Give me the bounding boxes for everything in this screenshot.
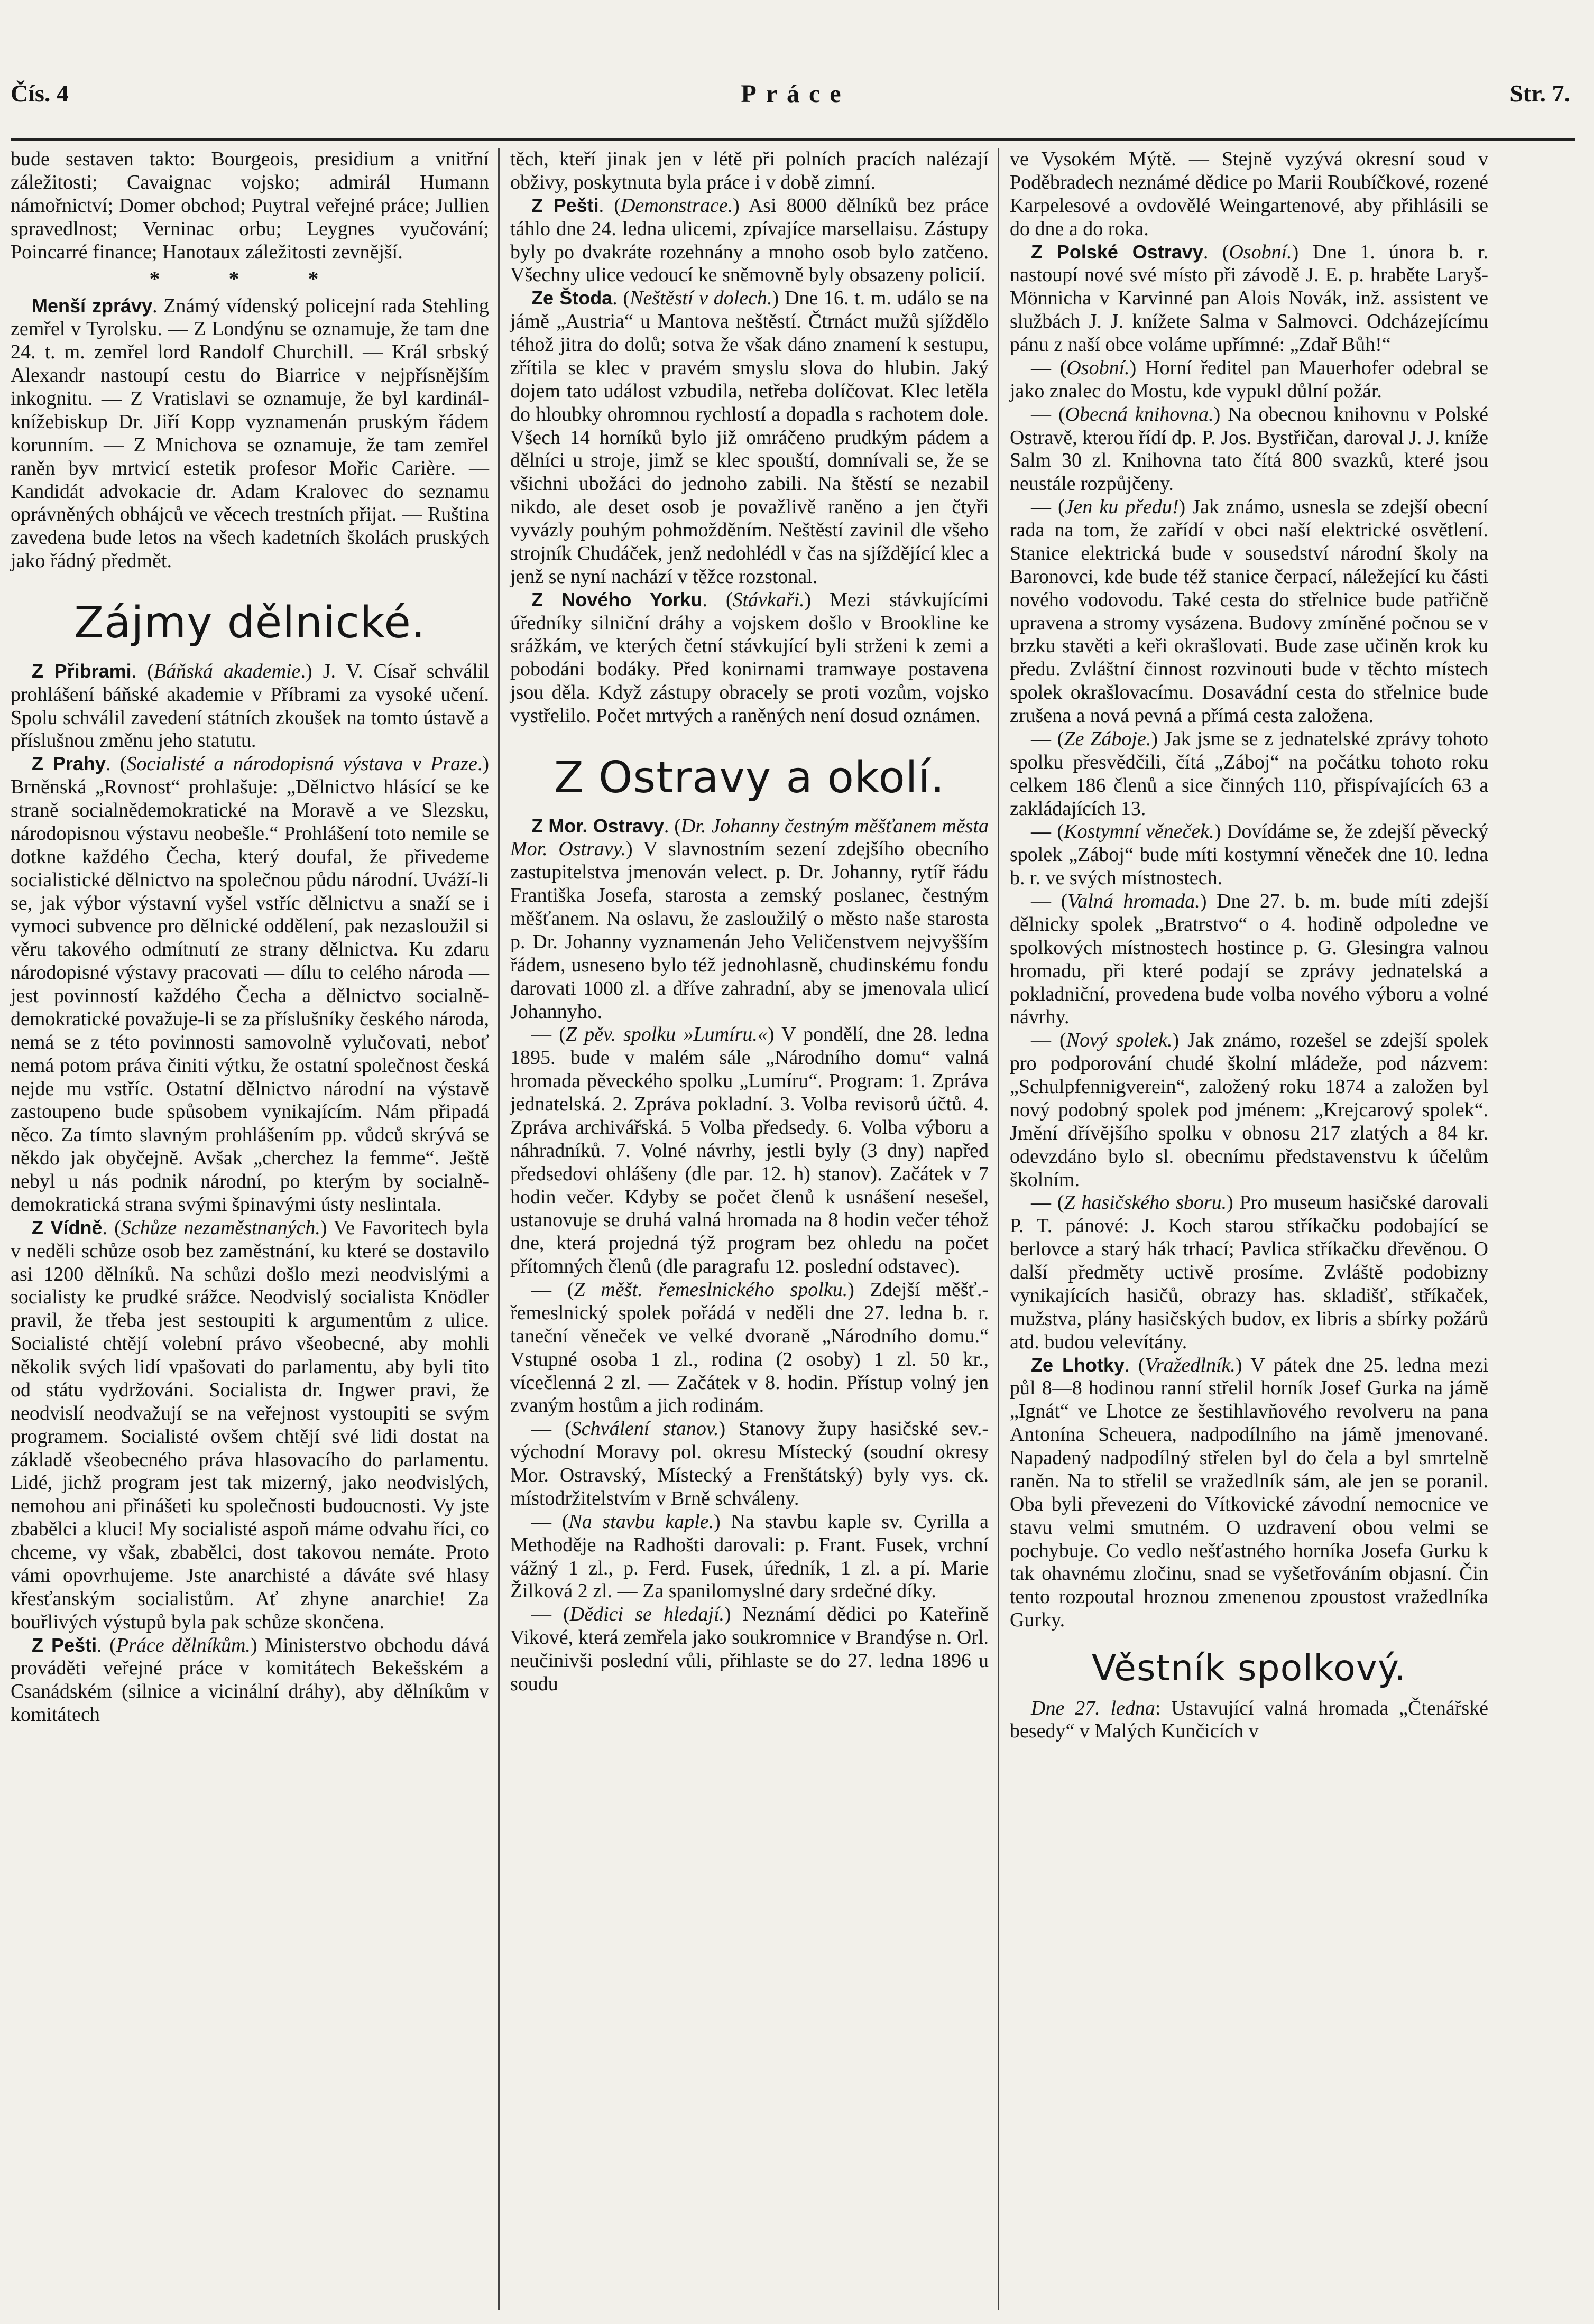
article-text: Horní ředitel pan Mauerhofer odebral se jako znalec do Mostu, kde vypukl důlní požár. xyxy=(1010,356,1489,402)
article-lead: Z Vídně xyxy=(32,1216,103,1238)
article-dedici: — (Dědici se hledají.) Neznámí dědici po Kateřině Vikové, která zemřela jako soukromnice v Brandýse n. Orl. neučinivši poslední vůli, přihlaste se do 27. ledna 1896 u soudu xyxy=(510,1603,989,1695)
article-lead: Ze Lhotky xyxy=(1031,1354,1125,1376)
article-text: Dovídáme se, že zdejší pěvecký spolek „Záboj“ bude míti kostymní věneček dne 10. ledna b. r. ve svých místnostech. xyxy=(1010,820,1489,890)
article-pesti-demonstrace: Z Pešti. (Demonstrace.) Asi 8000 dělníků bez práce táhlo dne 24. ledna ulicemi, zpívajíce marsellaisu. Zástupy byly po dvakráte rozehnány a mnoho osob bylo zatčeno. Všechny ulice vedoucí ke sněmovně byly obsazeny policií. xyxy=(510,194,989,286)
page-header xyxy=(11,79,1581,122)
article-subtitle: Schůze nezaměstnaných. xyxy=(121,1216,320,1239)
article-text: Stanovy župy hasičské sev.-východní Moravy pol. okresu Místecký (soudní okresy Mor. Ostravský, Místecký a Frenštátský) byly vys. ck. místodržitelstvím v Brně schváleny. xyxy=(510,1418,989,1510)
article-lead: Menší zprávy xyxy=(32,294,153,317)
article-text: Jak známo, usnesla se zdejší obecní rada na tom, že zařídí v obci naší elektrické osvětlení. Stanice elektrická bude v sousedství národní školy na Baronovci, kde bude též stanice čerpací, náležející ku části nového vodovodu. Také cesta do střelnice bude patřičně upravena a stromy vysázena. Budovy zmíněné počnou se v brzku stavěti a keři okrašlovati. Bude zase učiněn krok ku předu. Zvláštní činnost rozvinouti bude v těchto místech spolek okrašlovacímu. Dosavádní cesta do střelnice bude zrušena a nová pevná a přímá cesta založena. xyxy=(1010,496,1488,727)
article-text: Na obecnou knihovnu v Polské Ostravě, kterou řídí dp. P. Jos. Bystřičan, daroval J. J. kníže Salm 30 zl. Knihovna tato čítá 800 svazků, které jsou neustále rozpůjčeny. xyxy=(1010,403,1488,495)
article-text: Jak jsme se z jednatelské zprávy tohoto spolku přesvědčili, čítá „Záboj“ na počátku tohoto roku celkem 186 členů a sice činných 110, přispívajících 63 a zakládajících 13. xyxy=(1010,727,1489,820)
page-number: Str. 7. xyxy=(1509,80,1570,107)
column-2 xyxy=(510,148,989,1696)
column-3 xyxy=(1010,148,1488,1743)
article-subtitle: Obecná knihovna. xyxy=(1065,403,1214,425)
article-text: Dne 1. února b. r. nastoupí nové své místo při závodě J. E. p. hraběte Laryš-Mönnicha v Karvinné pan Alois Novák, inž. assistent ve službách J. J. knížete Salma v Salmovci. Odcházejícímu pánu z naší obce voláme upřímné: „Zdař Bůh!“ xyxy=(1010,240,1488,356)
article-knihovna: — (Obecná knihovna.) Na obecnou knihovnu v Polské Ostravě, kterou řídí dp. P. Jos. Bystřičan, daroval J. J. kníže Salm 30 zl. Knihovna tato čítá 800 svazků, které jsou neustále rozpůjčeny. xyxy=(1010,403,1488,495)
article-kaple: — (Na stavbu kaple.) Na stavbu kaple sv. Cyrilla a Methoděje na Radhošti darovali: p. Frant. Fusek, vrchní vážný 1 zl., p. Ferd. Fusek, úředník, 1 zl. a pí. Marie Žilková 2 zl. — Za spanilomyslné dary srdečné díky. xyxy=(510,1510,989,1603)
article-subtitle: Ze Záboje. xyxy=(1064,727,1151,750)
article-text: Ve Favoritech byla v neděli schůze osob bez zaměstnání, ku které se dostavilo asi 1200 dělníků. Na schůzi došlo mezi neodvislými a socialisty ke prudké srážce. Neodvislý socialista Knödler pravil, že třeba jest sestoupiti k argumentům z ulice. Socialisté chtějí volební právo všeobecné, aby mohli několik svých lidí vpašovati do parlamentu, aby byli tito od státu vydržováni. Socialista dr. Ingwer pravi, že neodvislí neodvažují se na veřejnost vystoupiti se svým programem. Socialisté ovšem chtějí své lidi dostat na základě všeobecného práva hlasovacího do parlamentu. Lidé, jichž program jest tak mizerný, jako neodvislých, nemohou ani přinášeti ku společnosti budoucnosti. Vy jste zbabělci a kluci! My socialisté aspoň máme odvahu říci, co chceme, vy však, zbabělci, dost takovou nemáte. Proto vámi opovrhujeme. Jste anarchisté a dáváte své hlasy křesťanským socialistům. Ať zhyne anarchie! Za bouřlivých výstupů byla pak schůze skončena. xyxy=(11,1216,490,1633)
section-stars: * * * xyxy=(149,267,351,291)
article-subtitle: Dr. Johanny čestným měšťanem města Mor. Ostravy. xyxy=(510,814,989,860)
section-title-vestnik: Věstník spolkový. xyxy=(1091,1647,1407,1689)
article-text: Ministerstvo obchodu dává prováděti veřejné práce v komitátech Bekešském a Csanádském (silnice a vicinální dráhy), aby dělníkům v komitátech xyxy=(11,1634,490,1726)
article-dedici-cont: ve Vysokém Mýtě. — Stejně vyzývá okresní soud v Poděbradech neznámé dědice po Marii Roubíčkové, rozené Karpelesové a ovdovělé Weingartenové, aby přihlásili se do dne a do roka. xyxy=(1010,148,1488,240)
article-stod: Ze Štoda. (Neštěstí v dolech.) Dne 16. t. m. událo se na jámě „Austria“ u Mantova neštěstí. Čtrnáct mužů sjíždělo téhož jitra do dolů; sotva že však dáno znamení k sestupu, zřítila se klec v pravém smyslu slova do hlubin. Jaký dojem tato událost vzbudila, netřeba dolíčovat. Klec letěla do hloubky ohromnou rychlostí a dopadla s rachotem dole. Všech 14 horníků bylo již omráčeno prudkým pádem a dělníci u stroje, jimž se klec spouští, domnívali se, že se všichni ubožáci do jednoho zabili. Na štěstí se nezabil nikdo, ale deset osob je považlivě raněno a jen čtyři vyvázly pouhým pohmožděním. Neštěstí zavinil dle všeho strojník Chudáček, jenž nedohlédl v čas na sjíždějící klec a jenž se nyní nachází v těžce rozstonal. xyxy=(510,287,989,588)
article-subtitle: Báňská akademie xyxy=(153,660,301,682)
article-subtitle: Demonstrace. xyxy=(620,194,733,217)
article-subtitle: Stávkaři. xyxy=(732,588,805,611)
article-text: Zdejší měšť.-řemeslnický spolek pořádá v neděli dne 27. ledna b. r. taneční věneček ve velké dvoraně „Národního domu.“ Vstupné osoba 1 zl., rodina (2 osoby) 1 zl. 50 kr., vícečlenná 2 zl. — Začátek v 8. hodin. Přístup volný jen zvaným hostům a jich rodinám. xyxy=(510,1279,989,1417)
article-lead: Z Polské Ostravy xyxy=(1031,240,1203,263)
article-text: J. V. Císař schválil prohlášení báňské akademie v Příbrami za vysoké učení. Spolu schválil zavedení státních zkoušek na tomto ústavě a příslušnou změnu jeho statutu. xyxy=(11,660,490,752)
article-lead: Z Přibrami xyxy=(32,660,132,682)
article-novy-spolek: — (Nový spolek.) Jak známo, rozešel se zdejší spolek pro podporování chudé školní mládeže, pod názvem: „Schulpfennigverein“, založený roku 1874 a založen byl nový podobný spolek pod jménem: „Krejcarový spolek“. Jmění dřívějšího spolku v obnosu 217 zlatých a 84 kr. odevzdáno bylo sl. obecnímu představenstvu k účelům školním. xyxy=(1010,1029,1489,1191)
article-text: V slavnostním sezení zdejšího obecního zastupitelstva jmenován velect. p. Dr. Johanny, rytíř řádu Františka Josefa, starosta a zemský poslanec, čestným měšťanem. Na oslavu, že zasloužilý o město naše starosta p. Dr. Johanny vyznamenán Jeho Veličenstvem nejvyšším řádem, usneseno bylo též jednohlasně, chudinskému fondu darovati 1000 zl. a dříve zahradní, aby se jmenovala ulicí Johannyho. xyxy=(510,838,989,1023)
column-divider-2 xyxy=(998,148,999,2310)
article-pesti-cont: těch, kteří jinak jen v létě při polních pracích nalézají obživy, poskytnuta byla práce i v době zimní. xyxy=(510,148,989,193)
header-rule xyxy=(11,138,1575,141)
article-hasicsky-sbor: — (Z hasičského sboru.) Pro museum hasičské darovali P. T. pánové: J. Koch starou stříkačku podobající se berlovce a starý hák trhací; Pavlica stříkačku dřevěnou. O další předměty uctivě prosíme. Zvláště podobizny vynikajících hasičů, obrazy has. skladišť, stříkaček, mužstva, plány hasičských budov, ex libris a sbírky požárů atd. budou velevítány. xyxy=(1010,1191,1489,1353)
article-lead: Ze Štoda xyxy=(531,287,613,309)
article-subtitle: Dědici se hledají. xyxy=(569,1603,725,1626)
article-text: Jak známo, rozešel se zdejší spolek pro podporování chudé školní mládeže, pod názvem: „Schulpfennigverein“, založený roku 1874 a založen byl nový podobný spolek pod jménem: „Krejcarový spolek“. Jmění dřívějšího spolku v obnosu 217 zlatých a 84 kr. odevzdáno bylo sl. obecnímu představenstvu k účelům školním. xyxy=(1010,1029,1489,1191)
article-lead: Z Pešti xyxy=(531,194,599,216)
article-text: V pondělí, dne 28. ledna 1895. bude v malém sále „Národního domu“ valná hromada pěveckého spolku „Lumíru“. Program: 1. Zpráva jednatelská. 2. Zpráva pokladní. 3. Volba revisorů účtů. 4. Zpráva archivářská. 5 Volba předsedy. 6. Volba výboru a náhradníků. 7. Volné návrhy, jestli byly (3 dny) napřed předsedovi ohlášeny (dle par. 12. h) stanov). Začátek v 7 hodin večer. Kdyby se počet členů k usnášení nesešel, ustanovuje se druhá valná hromada na 8 hodin večer téhož dne, která projedná týž program bez ohledu na počet přítomných členů (dle paragrafu 12. poslední odstavec). xyxy=(510,1023,989,1278)
article-viden: Z Vídně. (Schůze nezaměstnaných.) Ve Favoritech byla v neděli schůze osob bez zaměstnání, ku které se dostavilo asi 1200 dělníků. Na schůzi došlo mezi neodvislými a socialisty ke prudké srážce. Neodvislý socialista Knödler pravil, že třeba jest sestoupiti k argumentům z ulice. Socialisté chtějí volební právo všeobecné, aby mohli několik svých lidí vpašovati do parlamentu, aby byli tito od státu vydržováni. Socialista dr. Ingwer pravi, že neodvislí neodvažují se na veřejnost vystoupiti se svým programem. Socialisté ovšem chtějí své lidi dostat na základě všeobecného práva hlasovacího do parlamentu. Lidé, jichž program jest tak mizerný, jako neodvislých, nemohou ani přinášeti ku společnosti budoucnosti. Vy jste zbabělci a kluci! My socialisté aspoň máme odvahu říci, co chceme, vy však, zbabělci, dost takovou nemáte. Proto vámi opovrhujeme. Jste anarchisté a dáváte své hlasy křesťanským socialistům. Ať zhyne anarchie! Za bouřlivých výstupů byla pak schůze skončena. xyxy=(11,1216,490,1633)
article-subtitle: Z hasičského sboru. xyxy=(1064,1191,1227,1214)
article-subtitle: Vražedlník. xyxy=(1145,1354,1236,1376)
article-valna-hromada: — (Valná hromada.) Dne 27. b. m. bude míti zdejší dělnicky spolek „Bratrstvo“ o 4. hodině odpoledne ve spolkových místnostech hostince p. G. Glesingra valnou hromadu, při které podají se zprávy jednatelská a pokladniční, provedena bude volba nového výboru a volné návrhy. xyxy=(1010,890,1488,1029)
article-lumir: — (Z pěv. spolku »Lumíru.«) V pondělí, dne 28. ledna 1895. bude v malém sále „Národního domu“ valná hromada pěveckého spolku „Lumíru“. Program: 1. Zpráva jednatelská. 2. Zpráva pokladní. 3. Volba revisorů účtů. 4. Zpráva archivářská. 5 Volba předsedy. 6. Volba výboru a náhradníků. 7. Volné návrhy, jestli byly (3 dny) napřed předsedovi ohlášeny (dle par. 12. h) stanov). Začátek v 7 hodin večer. Kdyby se počet členů k usnášení nesešel, ustanovuje se druhá valná hromada na 8 hodin večer téhož dne, která projedná týž program bez ohledu na počet přítomných členů (dle paragrafu 12. poslední odstavec). xyxy=(510,1023,989,1278)
article-cabinet: bude sestaven takto: Bourgeois, presidium a vnitřní záležitosti; Cavaignac vojsko; admirál Humann námořnictví; Domer obchod; Puytral veřejné práce; Jullien spravedlnost; Verninac orbu; Leygnes vyučování; Poincarré finance; Hanotaux záležitosti zevnější. xyxy=(11,148,489,263)
article-lead: Z Nového Yorku xyxy=(531,588,703,610)
article-lead: Z Prahy xyxy=(32,753,106,775)
section-title-ostrava: Z Ostravy a okolí. xyxy=(554,752,945,803)
article-remeslnicky: — (Z měšt. řemeslnického spolku.) Zdejší měšť.-řemeslnický spolek pořádá v neděli dne 27. ledna b. r. taneční věneček ve velké dvoraně „Národního domu.“ Vstupné osoba 1 zl., rodina (2 osoby) 1 zl. 50 kr., vícečlenná 2 zl. — Začátek v 8. hodin. Přístup volný jen zvaným hostům a jich rodinám. xyxy=(510,1279,989,1417)
section-title-zajmy: Zájmy dělnické. xyxy=(74,598,426,649)
article-pesti: Z Pešti. (Práce dělníkům.) Ministerstvo obchodu dává prováděti veřejné práce v komitátech Bekešském a Csanádském (silnice a vicinální dráhy), aby dělníkům v komitátech xyxy=(11,1634,490,1726)
article-subtitle: Z měšt. řemeslnického spolku. xyxy=(574,1279,848,1301)
article-praha: Z Prahy. (Socialisté a národopisná výstava v Praze.) Brněnská „Rovnost“ prohlašuje: „Dělnictvo hlásící se ke straně socialnědemokratické na Moravě a ve Slezsku, národopisnou výstavu neobešle.“ Prohlášení toto nemile se dotkne každého Čecha, který doufal, že přivedeme socialistické dělnictvo na společnou půdu národní. Uváží-li se, jak výbor výstavní vyšel vstříc dělnictvu a snaží se i vymoci subvence pro dělnické oddělení, pak nezasloužil si věru takového odmítnutí ze strany dělnictva. Ku zdaru národopisné výstavy pracovati — dílu to celého národa — jest povinností každého Čecha a dělnictvo socialně-demokratické považuje-li se za příslušníky českého národa, nemá se z této povinnosti samovolně vylučovati, neboť nemá potom práva činiti výtku, že ostatní společnost česká nejde mu vstříc. Ostatní dělnictvo národní na výstavě zastoupeno bude spůsobem vynikajícím. Nám připadá něco. Za tímto slavným prohlášením pp. vůdců skrývá se někdo jak obyčejně. Avšak „cherchez la femme“. Ještě nebyl u nás podnik národní, po kterým by socialně-demokratická strana svými špinavými ústy neslintala. xyxy=(11,753,489,1216)
article-stanovy: — (Schválení stanov.) Stanovy župy hasičské sev.-východní Moravy pol. okresu Místecký (soudní okresy Mor. Ostravský, Místecký a Frenštátský) byly vys. ck. místodržitelstvím v Brně schváleny. xyxy=(510,1418,989,1510)
column-divider-1 xyxy=(498,148,500,2310)
article-mensi-zpravy xyxy=(11,295,489,573)
article-subtitle: Osobní. xyxy=(1066,356,1130,379)
article-lead: Dne 27. ledna xyxy=(1031,1697,1155,1719)
newspaper-title: Práce xyxy=(741,80,851,108)
article-venecek: — (Kostymní věneček.) Dovídáme se, že zdejší pěvecký spolek „Záboj“ bude míti kostymní věneček dne 10. ledna b. r. ve svých místnostech. xyxy=(1010,820,1489,890)
article-lhotka: Ze Lhotky. (Vražedlník.) V pátek dne 25. ledna mezi půl 8—8 hodinou ranní střelil horník Josef Gurka na jámě „Ignát“ ve Lhotce ze šestihlavňového revolveru na pana Antonína Scheuera, nadpodílního na jámě jmenované. Napadený nadpodílný střelen byl do čela a byl smrtelně raněn. Na to střelil se vražedlník sám, ale jen se poranil. Oba byli převezeni do Vítkovické závodní nemocnice ve stavu velmi smutném. O uzdravení obou velmi se pochybuje. Co vedlo nešťastného horníka Josefa Gurku k tak ohavnému zločinu, snad se vyšetřováním objasní. Čin tento rozpoutal hroznou zmenenou zpoustost vražedlníka Gurky. xyxy=(1010,1354,1488,1632)
article-subtitle: Kostymní věneček. xyxy=(1064,820,1214,843)
article-text: Brněnská „Rovnost“ prohlašuje: „Dělnictvo hlásící se ke straně socialnědemokratické na Moravě a ve Slezsku, národopisnou výstavu neobešle.“ Prohlášení toto nemile se dotkne každého Čecha, který doufal, že přivedeme socialistické dělnictvo na společnou půdu národní. Uváží-li se, jak výbor výstavní vyšel vstříc dělnictvu a snaží se i vymoci subvence pro dělnické oddělení, pak nezasloužil si věru takového odmítnutí ze strany dělnictva. Ku zdaru národopisné výstavy pracovati — dílu to celého národa — jest povinností každého Čecha a dělnictvo socialně-demokratické považuje-li se za příslušníky českého národa, nemá se z této povinnosti samovolně vylučovati, neboť nemá potom práva činiti výtku, že ostatní společnost česká nejde mu vstříc. Ostatní dělnictvo národní na výstavě zastoupeno bude spůsobem vynikajícím. Nám připadá něco. Za tímto slavným prohlášením pp. vůdců skrývá se někdo jak obyčejně. Avšak „cherchez la femme“. Ještě nebyl u nás podnik národní, po kterým by socialně-demokratická strana svými špinavými ústy neslintala. xyxy=(11,776,489,1216)
article-osobni: — (Osobní.) Horní ředitel pan Mauerhofer odebral se jako znalec do Mostu, kde vypukl důlní požár. xyxy=(1010,356,1489,402)
article-subtitle: Práce dělníkům. xyxy=(116,1634,251,1656)
article-mor-ostrava: Z Mor. Ostravy. (Dr. Johanny čestným měšťanem města Mor. Ostravy.) V slavnostním sezení zdejšího obecního zastupitelstva jmenován velect. p. Dr. Johanny, rytíř řádu Františka Josefa, starosta a zemský poslanec, čestným měšťanem. Na oslavu, že zasloužilý o město naše starosta p. Dr. Johanny vyznamenán Jeho Veličenstvem nejvyšším řádem, usneseno bylo též jednohlasně, chudinskému fondu darovati 1000 zl. a dříve zahradní, aby se jmenovala ulicí Johannyho. xyxy=(510,814,989,1023)
article-text: . Známý vídenský policejní rada Stehling zemřel v Tyrolsku. — Z Londýnu se oznamuje, že tam dne 24. t. m. zemřel lord Randolf Churchill. — Král srbský Alexandr nastoupí cestu do Biarrice v nejpřísnějším inkognitu. — Z Vratislavi se oznamuje, že byl kardinál-knížebiskup Dr. Jiří Kopp vyznamenán pruským řádem korunním. — Z Mnichova se oznamuje, že tam zemřel raněn byv mrtvicí estetik profesor Mořic Carière. — Kandidát advokacie dr. Adam Kralovec do seznamu oprávněných obhájců ve věcech trestních přijat. — Ruština zavedena bude letos na všech kadetních školách pruských jako řádný předmět. xyxy=(11,294,490,572)
article-subtitle: Schválení stanov. xyxy=(571,1418,719,1440)
article-subtitle: Jen ku předu! xyxy=(1064,496,1179,518)
article-text: Dne 16. t. m. událo se na jámě „Austria“ u Mantova neštěstí. Čtrnáct mužů sjíždělo téhož jitra do dolů; sotva že však dáno znamení k sestupu, zřítila se klec v pravém smyslu slova do hlubin. Jaký dojem tato událost vzbudila, netřeba dolíčovat. Klec letěla do hloubky ohromnou rychlostí a dopadla s rachotem dole. Všech 14 horníků bylo již omráčeno prudkým pádem a dělníci u stroje, jimž se klec spouští, domnívali se, že se všichni ubožáci do jednoho zabili. Na štěstí se nezabil nikdo, ale deset osob je považlivě raněno a jen čtyři vyvázly pouhým pohmožděním. Neštěstí zavinil dle všeho strojník Chudáček, jenž nedohlédl v čas na sjíždějící klec a jenž se nyní nachází v těžce rozstonal. xyxy=(510,287,989,588)
article-subtitle: Osobní. xyxy=(1229,240,1292,263)
article-subtitle: Neštěstí v dolech. xyxy=(630,287,772,310)
article-pribram: Z Přibrami. (Báňská akademie.) J. V. Císař schválil prohlášení báňské akademie v Příbrami za vysoké učení. Spolu schválil zavedení státních zkoušek na tomto ústavě a příslušnou změnu jeho statutu. xyxy=(11,660,490,752)
article-new-york: Z Nového Yorku. (Stávkaři.) Mezi stávkujícími úředníky silniční dráhy a vojskem došlo v Brookline ke srážkám, ve kterých četní stávkující byli strženi k zemi a pobodáni bodáky. Před konirnami tramwaye postavena jsou děla. Když zástupy obracely se proti vozům, vojsko vystřelilo. Počet mrtvých a raněných není dosud oznámen. xyxy=(510,588,989,727)
article-text: Neznámí dědici po Kateřině Vikové, která zemřela jako soukromnice v Brandýse n. Orl. neučinivši poslední vůli, přihlaste se do 27. ledna 1896 u soudu xyxy=(510,1603,989,1695)
column-1 xyxy=(11,148,489,1727)
article-subtitle: Valná hromada. xyxy=(1067,890,1200,912)
article-lead: Z Pešti xyxy=(32,1634,97,1656)
article-zaboj: — (Ze Záboje.) Jak jsme se z jednatelské zprávy tohoto spolku přesvědčili, čítá „Záboj“ na počátku tohoto roku celkem 186 členů a sice činných 110, přispívajících 63 a zakládajících 13. xyxy=(1010,727,1489,820)
article-vestnik: Dne 27. ledna: Ustavující valná hromada „Čtenářské besedy“ v Malých Kunčicích v xyxy=(1010,1697,1488,1743)
article-lead: Z Mor. Ostravy xyxy=(531,814,664,837)
issue-number: Čís. 4 xyxy=(11,80,69,107)
article-subtitle: Z pěv. spolku »Lumíru.« xyxy=(565,1023,768,1046)
article-text: Ustavující valná hromada „Čtenářské besedy“ v Malých Kunčicích v xyxy=(1010,1697,1488,1743)
article-subtitle: Socialisté a národopisná výstava v Praze xyxy=(126,753,477,775)
article-text: Asi 8000 dělníků bez práce táhlo dne 24. ledna ulicemi, zpívajíce marsellaisu. Zástupy byly po dvakráte rozehnány a mnoho osob bylo zatčeno. Všechny ulice vedoucí ke sněmovně byly obsazeny policií. xyxy=(510,194,989,286)
article-subtitle: Na stavbu kaple. xyxy=(568,1510,714,1533)
article-text: Mezi stávkujícími úředníky silniční dráhy a vojskem došlo v Brookline ke srážkám, ve kterých četní stávkující byli strženi k zemi a pobodáni bodáky. Před konirnami tramwaye postavena jsou děla. Když zástupy obracely se proti vozům, vojsko vystřelilo. Počet mrtvých a raněných není dosud oznámen. xyxy=(510,588,989,727)
article-subtitle: Nový spolek. xyxy=(1066,1029,1173,1052)
article-text: Dne 27. b. m. bude míti zdejší dělnicky spolek „Bratrstvo“ o 4. hodině odpoledne ve spolkových místnostech hostince p. G. Glesingra valnou hromadu, při které podají se zprávy jednatelská a pokladniční, provedena bude volba nového výboru a volné návrhy. xyxy=(1010,890,1488,1029)
article-polska-ostrava: Z Polské Ostravy. (Osobní.) Dne 1. února b. r. nastoupí nové své místo při závodě J. E. p. hraběte Laryš-Mönnicha v Karvinné pan Alois Novák, inž. assistent ve službách J. J. knížete Salma v Salmovci. Odcházejícímu pánu z naší obce voláme upřímné: „Zdař Bůh!“ xyxy=(1010,240,1488,356)
article-text: V pátek dne 25. ledna mezi půl 8—8 hodinou ranní střelil horník Josef Gurka na jámě „Ignát“ ve Lhotce ze šestihlavňového revolveru na pana Antonína Scheuera, nadpodílního na jámě jmenované. Napadený nadpodílný střelen byl do čela a byl smrtelně raněn. Na to střelil se vražedlník sám, ale jen se poranil. Oba byli převezeni do Vítkovické závodní nemocnice ve stavu velmi smutném. O uzdravení obou velmi se pochybuje. Co vedlo nešťastného horníka Josefa Gurku k tak ohavnému zločinu, snad se vyšetřováním objasní. Čin tento rozpoutal hroznou zmenenou zpoustost vražedlníka Gurky. xyxy=(1010,1354,1488,1632)
article-text: Na stavbu kaple sv. Cyrilla a Methoděje na Radhošti darovali: p. Frant. Fusek, vrchní vážný 1 zl., p. Ferd. Fusek, úředník, 1 zl. a pí. Marie Žilková 2 zl. — Za spanilomyslné dary srdečné díky. xyxy=(510,1510,989,1603)
article-ku-predu: — (Jen ku předu!) Jak známo, usnesla se zdejší obecní rada na tom, že zařídí v obci naší elektrické osvětlení. Stanice elektrická bude v sousedství národní školy na Baronovci, kde bude též stanice čerpací, náležející ku části nového vodovodu. Také cesta do střelnice bude patřičně upravena a stromy vysázena. Budovy zmíněné počnou se v brzku stavěti a keři okrašlovati. Bude zase učiněn krok ku předu. Zvláštní činnost rozvinouti bude v těchto místech spolek okrašlovacímu. Dosavádní cesta do střelnice bude zrušena a nová pevná a přímá cesta založena. xyxy=(1010,496,1488,727)
article-text: Pro museum hasičské darovali P. T. pánové: J. Koch starou stříkačku podobající se berlovce a starý hák trhací; Pavlica stříkačku dřevěnou. O další předměty uctivě prosíme. Zvláště podobizny vynikajících hasičů, obrazy has. skladišť, stříkaček, mužstva, plány hasičských budov, ex libris a sbírky požárů atd. budou velevítány. xyxy=(1010,1191,1489,1353)
